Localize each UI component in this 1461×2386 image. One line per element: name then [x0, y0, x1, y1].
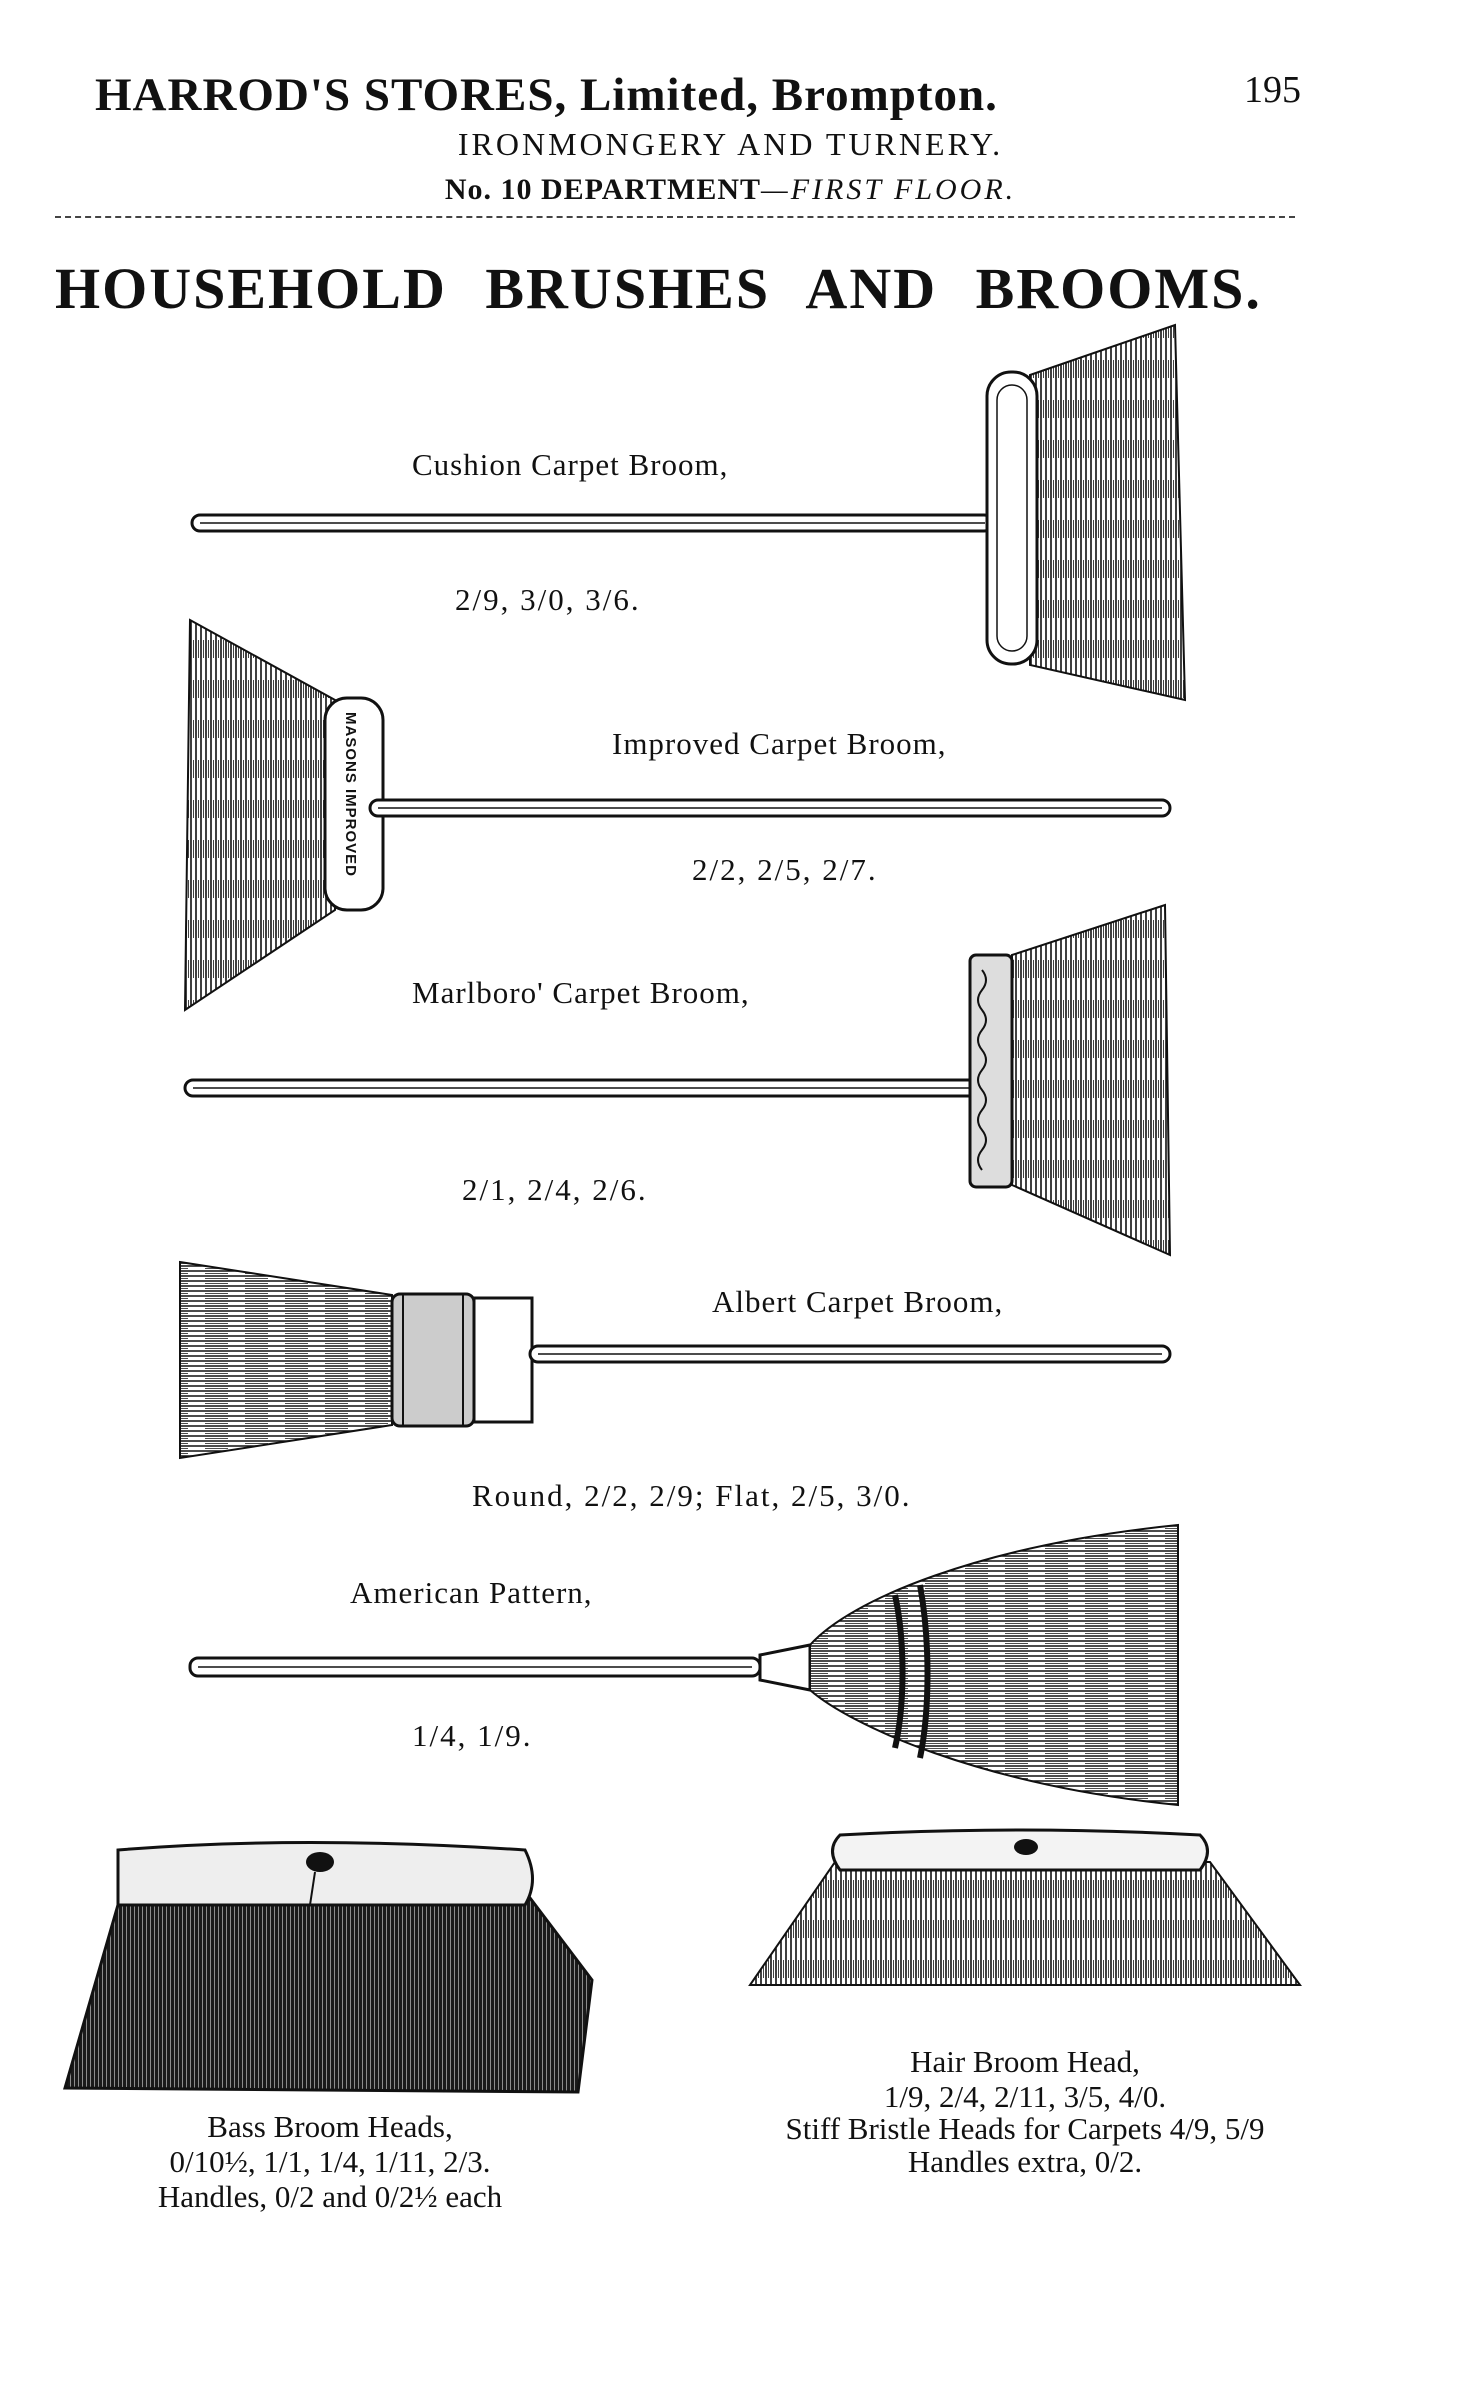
- page-number: 195: [1244, 69, 1301, 111]
- marlboro-broom-prices: 2/1, 2/4, 2/6.: [462, 1172, 648, 1207]
- albert-broom-name: Albert Carpet Broom,: [712, 1284, 1004, 1319]
- albert-broom-prices: Round, 2/2, 2/9; Flat, 2/5, 3/0.: [472, 1478, 912, 1513]
- improved-broom-stamp: MASONS IMPROVED: [342, 712, 359, 878]
- cushion-broom-prices: 2/9, 3/0, 3/6.: [455, 582, 641, 617]
- cushion-broom-name: Cushion Carpet Broom,: [412, 447, 729, 482]
- department-floor: —FIRST FLOOR.: [761, 173, 1017, 206]
- improved-broom-prices: 2/2, 2/5, 2/7.: [692, 852, 878, 887]
- page-title: HOUSEHOLD BRUSHES AND BROOMS.: [55, 256, 1262, 321]
- bass-broom-head-name: Bass Broom Heads,: [207, 2109, 453, 2144]
- american-broom-name: American Pattern,: [350, 1575, 593, 1610]
- bass-broom-head-prices: 0/10½, 1/1, 1/4, 1/11, 2/3.: [169, 2144, 491, 2179]
- hair-broom-head-name: Hair Broom Head,: [910, 2044, 1140, 2079]
- department-subtitle: IRONMONGERY AND TURNERY.: [457, 126, 1004, 162]
- bass-broom-head-handles: Handles, 0/2 and 0/2½ each: [157, 2179, 503, 2214]
- american-broom-prices: 1/4, 1/9.: [412, 1718, 533, 1753]
- hair-broom-head-prices: 1/9, 2/4, 2/11, 3/5, 4/0.: [883, 2079, 1167, 2114]
- improved-broom-name: Improved Carpet Broom,: [612, 726, 947, 761]
- store-name: HARROD'S STORES, Limited, Brompton.: [95, 69, 998, 121]
- hair-broom-head-handles: Handles extra, 0/2.: [907, 2144, 1143, 2179]
- stiff-bristle-heads-line: Stiff Bristle Heads for Carpets 4/9, 5/9: [785, 2111, 1265, 2146]
- department-number: No. 10 DEPARTMENT: [444, 173, 762, 206]
- marlboro-broom-name: Marlboro' Carpet Broom,: [412, 975, 750, 1010]
